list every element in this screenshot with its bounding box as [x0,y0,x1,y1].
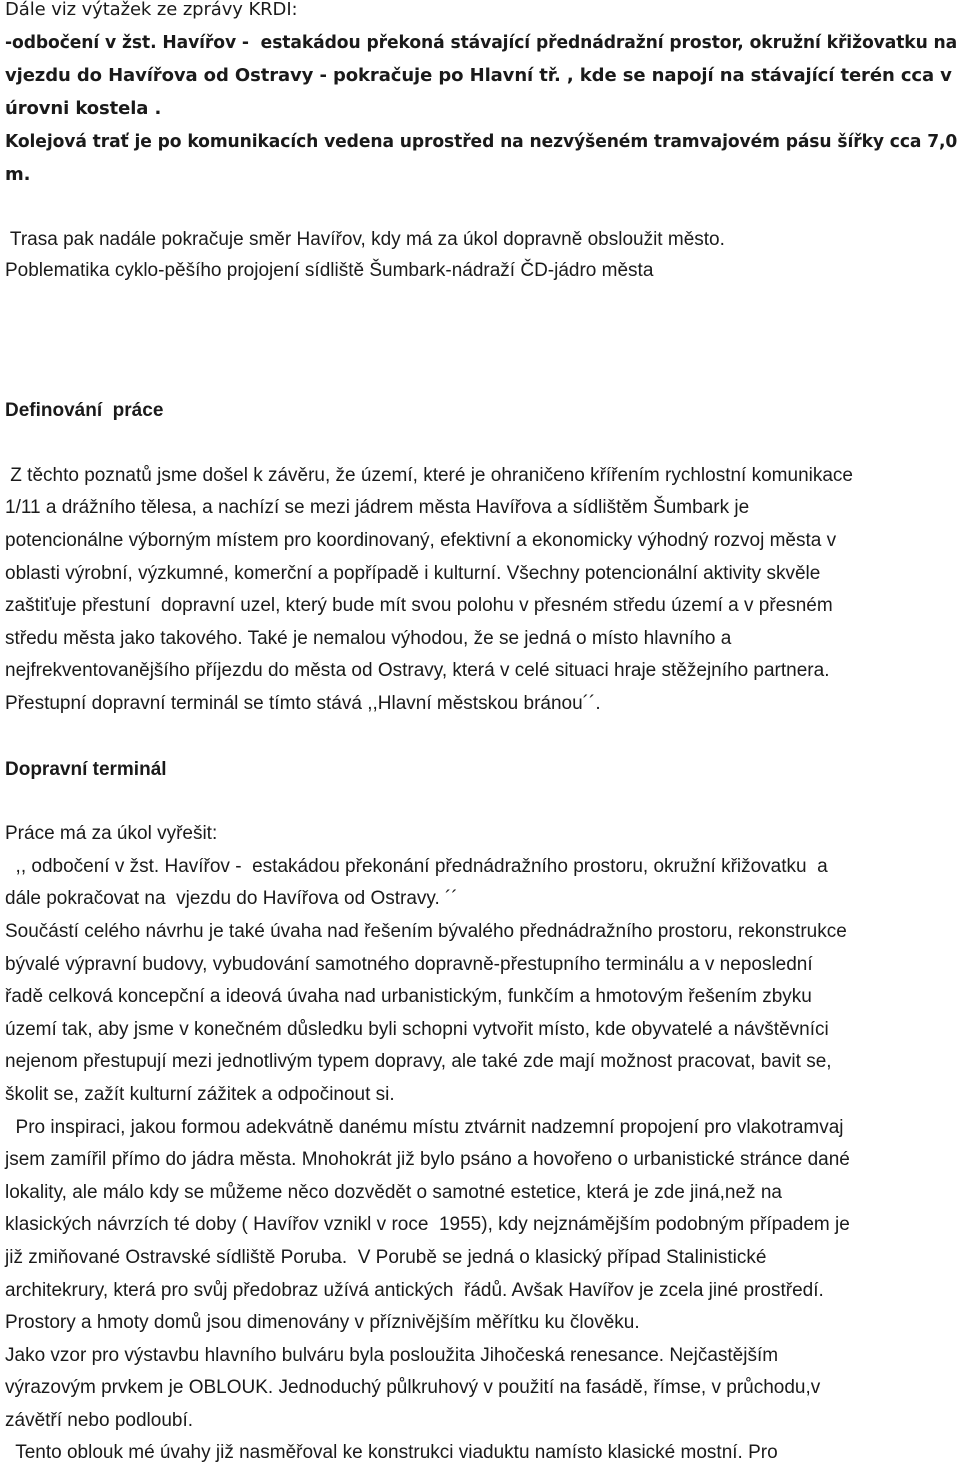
paragraph-line: nejfrekventovanějšího příjezdu do města od Ostravy, která v celé situaci hraje stěžejního partnera. [5,660,830,681]
section-heading-terminal: Dopravní terminál [5,759,167,780]
paragraph-line: bývalé výpravní budovy, vybudování samotného dopravně-přestupního terminálu a v neposlední [5,954,813,975]
paragraph-line: zaštiťuje přestuní dopravní uzel, který bude mít svou polohu v přesném středu území a v přesném [5,595,833,616]
paragraph-line: Tento oblouk mé úvahy již nasměřoval ke konstrukci viaduktu namísto klasické mostní. Pro [5,1442,778,1463]
paragraph-line: lokality, ale málo kdy se můžeme něco dozvědět o samotné estetice, která je zde jiná,než na [5,1182,782,1203]
paragraph-line: Práce má za úkol vyřešit: [5,823,218,844]
paragraph-line: území tak, aby jsme v konečném důsledku byli schopni vytvořit místo, kde obyvatelé a návštěvníci [5,1019,829,1040]
report-extract-line: -odbočení v žst. Havířov - estakádou překoná stávající přednádražní prostor, okružní křižovatku na [5,32,958,53]
paragraph-line: výrazovým prvkem je OBLOUK. Jednoduchý půlkruhový v použití na fasádě, římse, v průchodu,v [5,1377,821,1398]
paragraph-line: závětří nebo podloubí. [5,1410,194,1431]
intro-line: Trasa pak nadále pokračuje směr Havířov, kdy má za úkol dopravně obsloužit město. [5,229,725,250]
paragraph-line: klasických návrzích té doby ( Havířov vznikl v roce 1955), kdy nejznámějším podobným případem je [5,1214,850,1235]
report-extract-line: m. [5,164,31,185]
paragraph-line: středu města jako takového. Také je nemalou výhodou, že se jedná o místo hlavního a [5,628,732,649]
paragraph-line: ,, odbočení v žst. Havířov - estakádou překonání přednádražního prostoru, okružní křižovatku a [5,856,828,877]
paragraph-line: Pro inspiraci, jakou formou adekvátně danému místu ztvárnit nadzemní propojení pro vlakotramvaj [5,1117,844,1138]
paragraph-line: Prostory a hmoty domů jsou dimenovány v příznivějším měřítku ku člověku. [5,1312,640,1333]
paragraph-line: Přestupní dopravní terminál se tímto stává ,,Hlavní městskou bránou´´. [5,693,601,714]
report-extract-line: vjezdu do Havířova od Ostravy - pokračuje po Hlavní tř. , kde se napojí na stávající terén cca v [5,65,952,86]
paragraph-line: již zmiňované Ostravské sídliště Poruba. V Porubě se jedná o klasický případ Stalinistické [5,1247,767,1268]
report-extract-line: Kolejová trať je po komunikacích vedena uprostřed na nezvýšeném tramvajovém pásu šířky cca 7,0 [5,131,958,152]
report-extract-line: úrovni kostela . [5,98,162,119]
section-heading-definition: Definování práce [5,400,164,421]
paragraph-line: jsem zamířil přímo do jádra města. Mnohokrát již bylo psáno a hovořeno o urbanistické stránce dané [5,1149,850,1170]
paragraph-line: řadě celková koncepční a ideová úvaha nad urbanistickým, funkčím a hmotovým řešením zbyku [5,986,812,1007]
paragraph-line: oblasti výrobní, výzkumné, komerční a popřípadě i kulturní. Všechny potencionální aktivity skvěle [5,563,821,584]
paragraph-line: nejenom přestupují mezi jednotlivým typem dopravy, ale také zde mají možnost pracovat, bavit se, [5,1051,832,1072]
report-extract-line: Dále viz výtažek ze zprávy KRDI: [5,0,298,20]
intro-line: Poblematika cyklo-pěšího projojení sídliště Šumbark-nádraží ČD-jádro města [5,260,654,281]
paragraph-line: potencionálne výborným místem pro koordinovaný, efektivní a ekonomicky výhodný rozvoj města v [5,530,837,551]
paragraph-line: Z těchto poznatů jsme došel k závěru, že území, které je ohraničeno křířením rychlostní komunikace [5,465,853,486]
paragraph-line: školit se, zažít kulturní zážitek a odpočinout si. [5,1084,395,1105]
paragraph-line: architekrury, která pro svůj předobraz užívá antických řádů. Avšak Havířov je zcela jiné prostředí. [5,1280,824,1301]
paragraph-line: dále pokračovat na vjezdu do Havířova od Ostravy. ´´ [5,888,458,909]
paragraph-line: Součástí celého návrhu je také úvaha nad řešením bývalého přednádražního prostoru, rekonstrukce [5,921,847,942]
paragraph-line: 1/11 a drážního tělesa, a nachízí se mezi jádrem města Havířova a sídlištěm Šumbark je [5,497,750,518]
paragraph-line: Jako vzor pro výstavbu hlavního bulváru byla posloužita Jihočeská renesance. Nejčastějším [5,1345,779,1366]
